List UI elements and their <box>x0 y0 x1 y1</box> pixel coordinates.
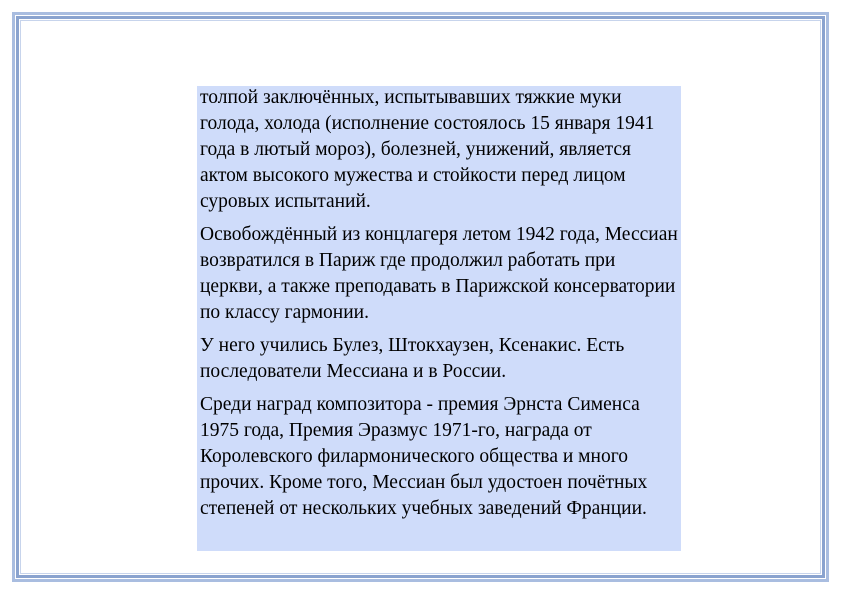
paragraph-2: Освобождённый из концлагеря летом 1942 года, Мессиан возвратился в Париж где продолжил работать при церкви, а также преподавать в Парижской консерватории по классу гармонии. <box>200 224 678 323</box>
paragraph-1: толпой заключённых, испытывавших тяжкие муки голода, холода (исполнение состоялось 15 января 1941 года в лютый мороз), болезней, унижений, является актом высокого мужества и стойкости перед лицом суровых испытаний. <box>200 87 655 212</box>
paragraph-3: У него учились Булез, Штокхаузен, Ксенакис. Есть последователи Мессиана и в России. <box>200 335 625 382</box>
text-box[interactable] <box>197 86 681 551</box>
paragraph-4: Среди наград композитора - премия Эрнста Сименса 1975 года, Премия Эразмус 1971-го, награда от Королевского филармонического общества и много прочих. Кроме того, Мессиан был удостоен почётных степеней от нескольких учебных заведений Франции. <box>200 394 648 519</box>
